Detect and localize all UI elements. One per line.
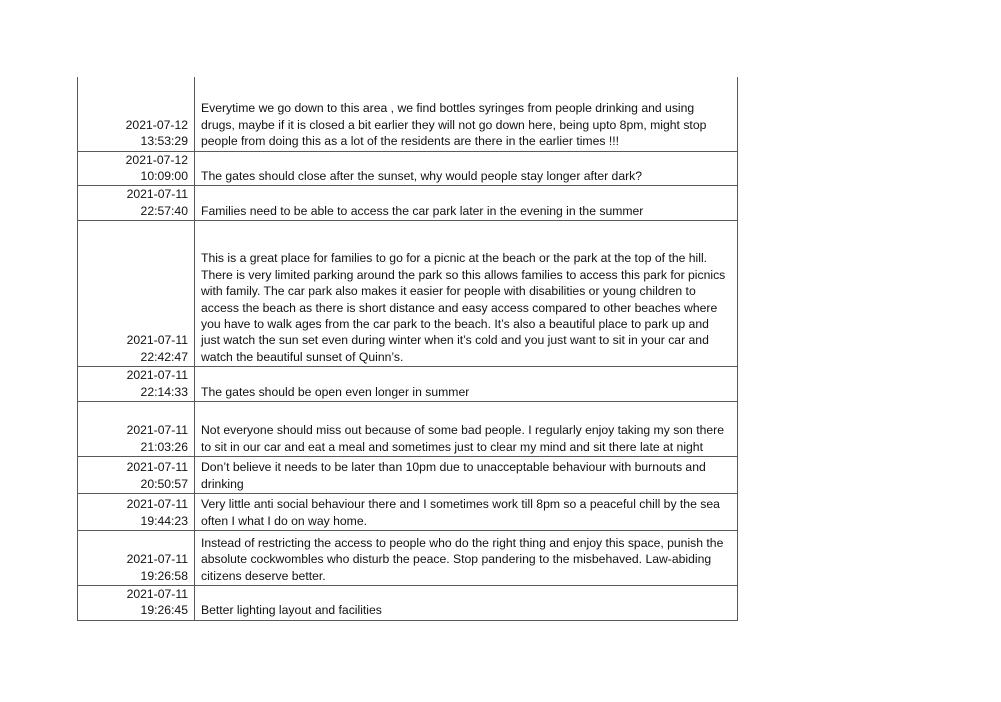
time-text: 22:57:40 bbox=[140, 203, 188, 218]
comment-line: Instead of restricting the access to people who do the right thing and enjoy this space, punish the bbox=[201, 535, 724, 550]
date-text: 2021-07-11 bbox=[126, 187, 188, 202]
date-text: 2021-07-11 bbox=[126, 586, 188, 601]
date-text: 2021-07-11 bbox=[126, 460, 188, 475]
timestamp-cell bbox=[78, 77, 195, 151]
comment-line: Better lighting layout and facilities bbox=[201, 603, 382, 618]
timestamp-cell bbox=[78, 186, 195, 221]
date-text: 2021-07-11 bbox=[126, 368, 188, 383]
comment-cell bbox=[195, 530, 738, 585]
table-row bbox=[78, 367, 738, 402]
date-text: 2021-07-11 bbox=[126, 423, 188, 438]
comment-line: This is a great place for families to go for a picnic at the beach or the park at the top of the hill. bbox=[201, 251, 708, 266]
time-text: 19:26:45 bbox=[140, 603, 188, 618]
table-row bbox=[78, 585, 738, 620]
time-text: 22:14:33 bbox=[140, 384, 188, 399]
table-row bbox=[78, 401, 738, 456]
comment-cell bbox=[195, 151, 738, 186]
comments-table bbox=[77, 77, 738, 621]
table-row bbox=[78, 186, 738, 221]
comment-line: to sit in our car and eat a meal and sometimes just to clear my mind and sit there late at night bbox=[201, 439, 703, 454]
comment-line: people from doing this as a lot of the residents are there in the earlier times !!! bbox=[201, 134, 619, 149]
comment-line: with family. The car park also makes it easier for people with disabilities or young children to bbox=[201, 284, 696, 299]
date-text: 2021-07-11 bbox=[126, 552, 188, 567]
comments-table-body bbox=[78, 77, 738, 620]
table-row bbox=[78, 493, 738, 530]
timestamp-cell bbox=[78, 151, 195, 186]
timestamp-cell bbox=[78, 367, 195, 402]
time-text: 19:26:58 bbox=[140, 568, 188, 583]
comment-line: drugs, maybe if it is closed a bit earlier they will not go down here, being upto 8pm, might stop bbox=[201, 117, 707, 132]
comment-cell bbox=[195, 367, 738, 402]
comment-cell bbox=[195, 221, 738, 367]
table-row bbox=[78, 151, 738, 186]
comment-line: watch the beautiful sunset of Quinn’s. bbox=[201, 349, 404, 364]
timestamp-cell bbox=[78, 401, 195, 456]
timestamp-cell bbox=[78, 530, 195, 585]
timestamp-cell bbox=[78, 585, 195, 620]
comment-line: The gates should be open even longer in summer bbox=[201, 384, 470, 399]
time-text: 20:50:57 bbox=[140, 476, 188, 491]
date-text: 2021-07-12 bbox=[125, 117, 188, 132]
time-text: 13:53:29 bbox=[140, 134, 188, 149]
date-text: 2021-07-11 bbox=[126, 333, 188, 348]
timestamp-cell bbox=[78, 456, 195, 493]
table-row bbox=[78, 456, 738, 493]
table-row bbox=[78, 530, 738, 585]
comment-line: There is very limited parking around the park so this allows families to access this park for picnics bbox=[201, 267, 726, 282]
comment-line: drinking bbox=[201, 476, 244, 491]
comment-line: Families need to be able to access the car park later in the evening in the summer bbox=[201, 203, 644, 218]
time-text: 22:42:47 bbox=[140, 349, 188, 364]
comment-line: The gates should close after the sunset, why would people stay longer after dark? bbox=[201, 168, 643, 183]
comment-cell bbox=[195, 585, 738, 620]
comment-cell bbox=[195, 401, 738, 456]
comment-cell bbox=[195, 186, 738, 221]
timestamp-cell bbox=[78, 221, 195, 367]
comment-line: Everytime we go down to this area , we find bottles syringes from people drinking and using bbox=[201, 101, 695, 116]
table-row bbox=[78, 221, 738, 367]
comment-line: absolute cockwombles who disturb the peace. Stop pandering to the misbehaved. Law-abiding bbox=[201, 552, 712, 567]
comment-line: just watch the sun set even during winter when it’s cold and you just want to sit in your car and bbox=[201, 333, 709, 348]
comment-line: often I what I do on way home. bbox=[201, 513, 367, 528]
time-text: 21:03:26 bbox=[140, 439, 188, 454]
comment-line: you have to walk ages from the car park to the beach. It’s also a beautiful place to park up and bbox=[201, 316, 709, 331]
date-text: 2021-07-12 bbox=[125, 152, 188, 167]
comment-line: access the beach as there is short distance and easy access compared to other beaches where bbox=[201, 300, 718, 315]
comment-line: citizens deserve better. bbox=[201, 568, 326, 583]
comment-cell bbox=[195, 77, 738, 151]
comment-cell bbox=[195, 493, 738, 530]
comment-cell bbox=[195, 456, 738, 493]
time-text: 10:09:00 bbox=[140, 168, 188, 183]
table-row bbox=[78, 77, 738, 151]
timestamp-cell bbox=[78, 493, 195, 530]
comment-line: Don’t believe it needs to be later than 10pm due to unacceptable behaviour with burnouts and bbox=[201, 460, 706, 475]
time-text: 19:44:23 bbox=[140, 513, 188, 528]
date-text: 2021-07-11 bbox=[126, 497, 188, 512]
comment-line: Very little anti social behaviour there and I sometimes work till 8pm so a peaceful chill by the sea bbox=[201, 497, 720, 512]
comment-line: Not everyone should miss out because of some bad people. I regularly enjoy taking my son there bbox=[201, 423, 725, 438]
